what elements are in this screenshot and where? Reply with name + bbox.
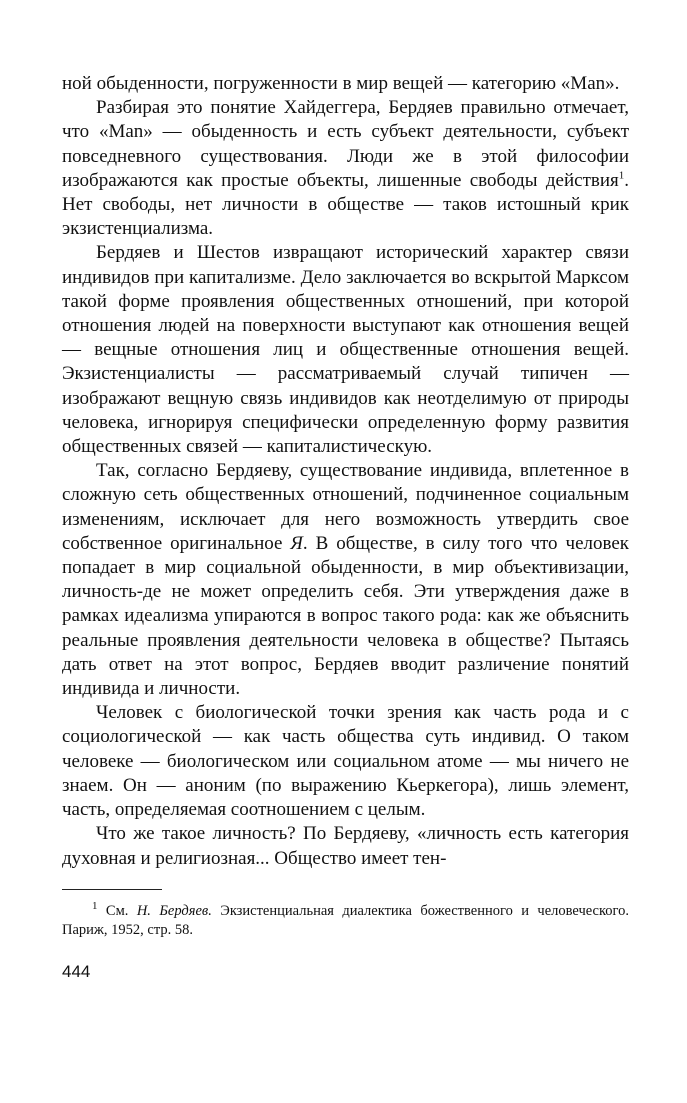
paragraph: Что же такое личность? По Бердяеву, «личность есть категория духовная и религиозная... Общество имеет тен- xyxy=(62,823,629,869)
footnote-divider xyxy=(62,889,162,890)
footnote xyxy=(62,899,630,940)
footnote-author: Н. Бердяев. xyxy=(136,902,212,919)
paragraph xyxy=(62,459,629,701)
paragraph: Бердяев и Шестов извращают исторический характер связи индивидов при капитализме. Дело заключается во вскрытой Марксом такой форме проявления общественных отношений, при которой отношения людей на поверхности выступают как отношения вещей — вещные отношения лиц и общественные отношения вещей. Экзистенциалисты — рассматриваемый случай типичен — изображают вещную связь индивидов как неотделимую от природы человека, игнорируя специфически определенную форму развития общественных связей — капиталистическую. xyxy=(62,242,629,458)
paragraph xyxy=(62,96,629,241)
italic-term: Я xyxy=(290,532,303,554)
paragraph: Человек с биологической точки зрения как часть рода и с социологической — как часть общества суть индивид. О таком человеке — биологическом или социальном атоме — мы ничего не знаем. Он — аноним (по выражению Кьеркегора), лишь элемент, часть, определяемая соотношением с целым. xyxy=(62,702,629,821)
footnote-mark: 1 xyxy=(92,899,98,912)
paragraph-text: Так, согласно Бердяеву, существование индивида, вплетенное в сложную сеть общественных отношений, подчиненное социальным изменениям, исключает для него возможность утвердить свое собственное оригинальное xyxy=(62,460,629,554)
page-number: 444 xyxy=(62,961,91,981)
paragraph-text: . В обществе, в силу того что человек попадает в мир социальной обыденности, в мир объективизации, личность-де не может определить себя. Эти утверждения даже в рамках идеализма упираются в вопрос такого рода: как же объяснить реальные проявления деятельности человека в обществе? Пытаясь дать ответ на этот вопрос, Бердяев вводит различение понятий индивида и личности. xyxy=(62,532,630,700)
footnote-prefix: См. xyxy=(105,902,129,919)
paragraph: ной обыденности, погруженности в мир вещей — категорию «Man». xyxy=(62,73,620,94)
main-text xyxy=(62,72,629,871)
paragraph-text: Разбирая это понятие Хайдеггера, Бердяев правильно отмечает, что «Man» — обыденность и есть субъект деятельности, субъект повседневного существования. Люди же в этой философии изображаются как простые объекты, лишенные свободы действия xyxy=(62,97,629,191)
paragraph-text: . Нет свободы, нет личности в обществе — таков истошный крик экзистенциализма. xyxy=(62,169,629,240)
footnote-text: Экзистенциальная диалектика божественного и человеческого. Париж, 1952, стр. 58. xyxy=(62,902,630,938)
footnote-reference[interactable]: 1 xyxy=(618,169,625,182)
